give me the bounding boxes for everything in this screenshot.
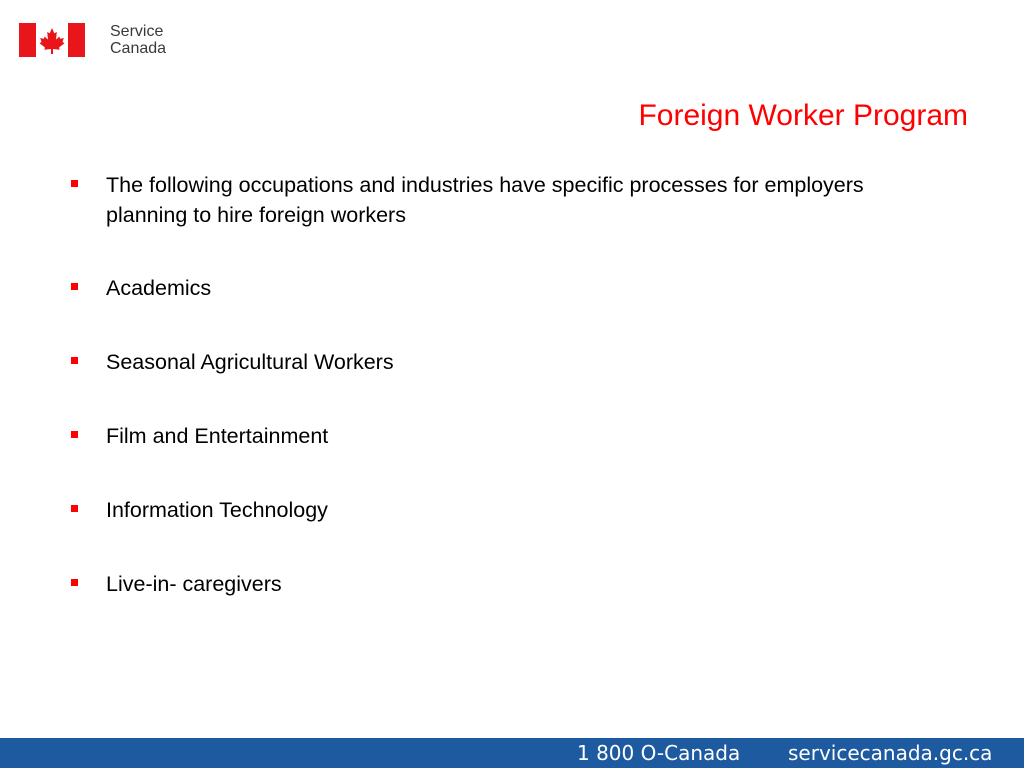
footer-phone-number: 1 800 O-Canada [577, 741, 741, 765]
footer-website: servicecanada.gc.ca [788, 741, 993, 765]
canada-flag-icon [19, 23, 85, 57]
bullet-item-film-and-entertainment [66, 421, 926, 451]
bullet-marker-icon [71, 357, 78, 364]
logo-wordmark [110, 23, 166, 57]
bullet-item-information-technology [66, 495, 926, 525]
bullet-marker-icon [71, 180, 78, 187]
bullet-item-seasonal-agricultural-workers [66, 347, 926, 377]
slide-title: Foreign Worker Program [638, 99, 968, 132]
bullet-text: Seasonal Agricultural Workers [106, 350, 394, 374]
bullet-marker-icon [71, 431, 78, 438]
bullet-text: Academics [106, 276, 212, 300]
bullet-text: Film and Entertainment [106, 424, 329, 448]
logo-line-canada: Canada [110, 40, 167, 57]
bullet-text: Live-in- caregivers [106, 572, 282, 596]
bullet-item-intro [66, 170, 926, 230]
bullet-item-live-in-caregivers [66, 569, 926, 599]
bullet-text: Information Technology [106, 498, 328, 522]
bullet-marker-icon [71, 505, 78, 512]
bullet-text: The following occupations and industries have specific processes for employers planning to hire foreign workers [106, 173, 864, 227]
bullet-list [66, 170, 926, 643]
bullet-marker-icon [71, 283, 78, 290]
bullet-marker-icon [71, 579, 78, 586]
footer-bar [0, 738, 1024, 768]
service-canada-logo [19, 22, 166, 58]
logo-line-service: Service [110, 23, 164, 40]
bullet-item-academics [66, 273, 926, 303]
